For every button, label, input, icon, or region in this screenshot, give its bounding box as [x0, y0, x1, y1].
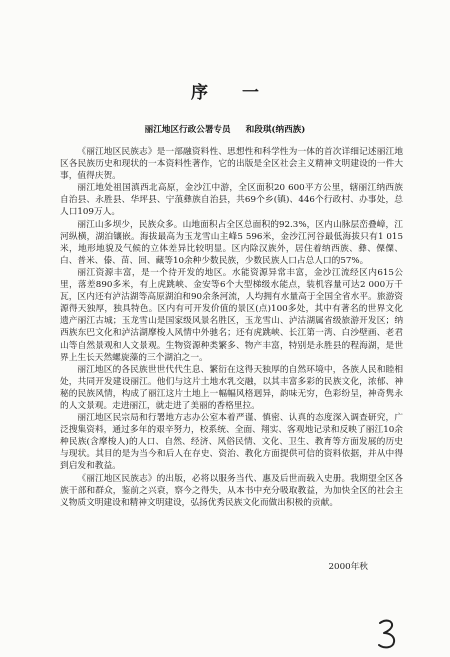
paragraph-1: 《丽江地区民族志》是一部融资料性、思想性和科学性为一体的首次详细记述丽江地区各民族历史和现状的一本资料性著作，它的出版是全区社会主义精神文明建设的一件大事，值得庆贺。: [60, 147, 403, 182]
author-position: 丽江地区行政公署专员: [144, 125, 231, 135]
paragraph-6: 丽江地区民宗局和行署地方志办公室本着严谨、慎密、认真的态度深入调查研究，广泛搜集资料，通过多年的艰辛努力，校系统、全面、翔实、客观地记录和反映了丽江10余种民族(含摩梭人)的人口、自然、经济、风俗民情、文化、卫生、教育等方面发展的历史与现状。其目的是为当今和后人在存史、资治、教化方面提供可信的资料依据，并从中得到启发和教益。: [60, 413, 403, 472]
paragraph-2: 丽江地处祖国滇西北高原，金沙江中游，全区面积20 600平方公里，辖丽江纳西族自治县、永胜县、华坪县、宁蒗彝族自治县，共69个乡(镇)、446个行政村、办事处，总人口109万人。: [60, 183, 403, 218]
author-name: 和段琪(纳西族): [245, 125, 306, 135]
paragraph-7: 《丽江地区民族志》的出版，必将以服务当代、惠及后世而载入史册。我期望全区各族干部和群众，鉴前之兴衰，察今之得失，从本书中充分吸取教益，为加快全区的社会主义物质文明建设和精神文明建设，弘扬优秀民族文化而做出积极的贡献。: [60, 473, 403, 508]
preface-body: [60, 146, 403, 509]
document-title: 序 一: [191, 83, 273, 103]
author-byline: [0, 123, 450, 135]
paragraph-5: 丽江地区的各民族世世代代生息、繁衍在这得天独厚的自然环境中，各族人民和睦相处，共同开发建设丽江。他们与这片土地水乳交融，以其丰富多彩的民族文化，浓郁、神秘的民族风情，构成了丽江这片土地上一幅幅风格迥异，韵味无穷，色彩纷呈，神奇隽永的人文景观。走进丽江，就走进了美丽的香格里拉。: [60, 364, 403, 411]
preface-date: 2000年秋: [328, 562, 368, 572]
paragraph-4: 丽江资源丰富，是一个待开发的地区。水能资源异常丰富，金沙江流经区内615公里，落差890多米，有上虎跳峡、金安等6个大型梯级水能点，装机容量可达2 000万千瓦，区内还有泸沽湖等高原湖泊和90余条河流，人均拥有水量高于全国全省水平。旅游资源得天独厚，独具特色。区内有可开发价值的景区(点)100多处，其中有著名的世界文化遗产丽江古城；玉龙雪山是国家级风景名胜区，玉龙雪山、泸沽湖属省级旅游开发区；纳西族东巴文化和泸沽湖摩梭人风情中外驰名；还有虎跳峡、长江第一湾、白沙壁画、老君山等自然景观和人文景观。生物资源种类繁多、物产丰富，特别是永胜县的程海湖，是世界上生长天然螺旋藻的三个湖泊之一。: [60, 267, 403, 363]
handwritten-page-number: [376, 618, 398, 650]
paragraph-3: 丽江山多坝少，民族众多。山地面积占全区总面积的92.3%，区内山脉层峦叠嶂，江河纵横，湖泊镶嵌。海拔最高为玉龙雪山主峰5 596米，金沙江河谷最低海拔只有1 015米，地形地貌及气候的立体差异比较明显。区内除汉族外，居住着纳西族、彝、傈僳、白、普米、傣、苗、回、藏等10余种少数民族，少数民族人口占总人口的57%。: [60, 219, 403, 266]
